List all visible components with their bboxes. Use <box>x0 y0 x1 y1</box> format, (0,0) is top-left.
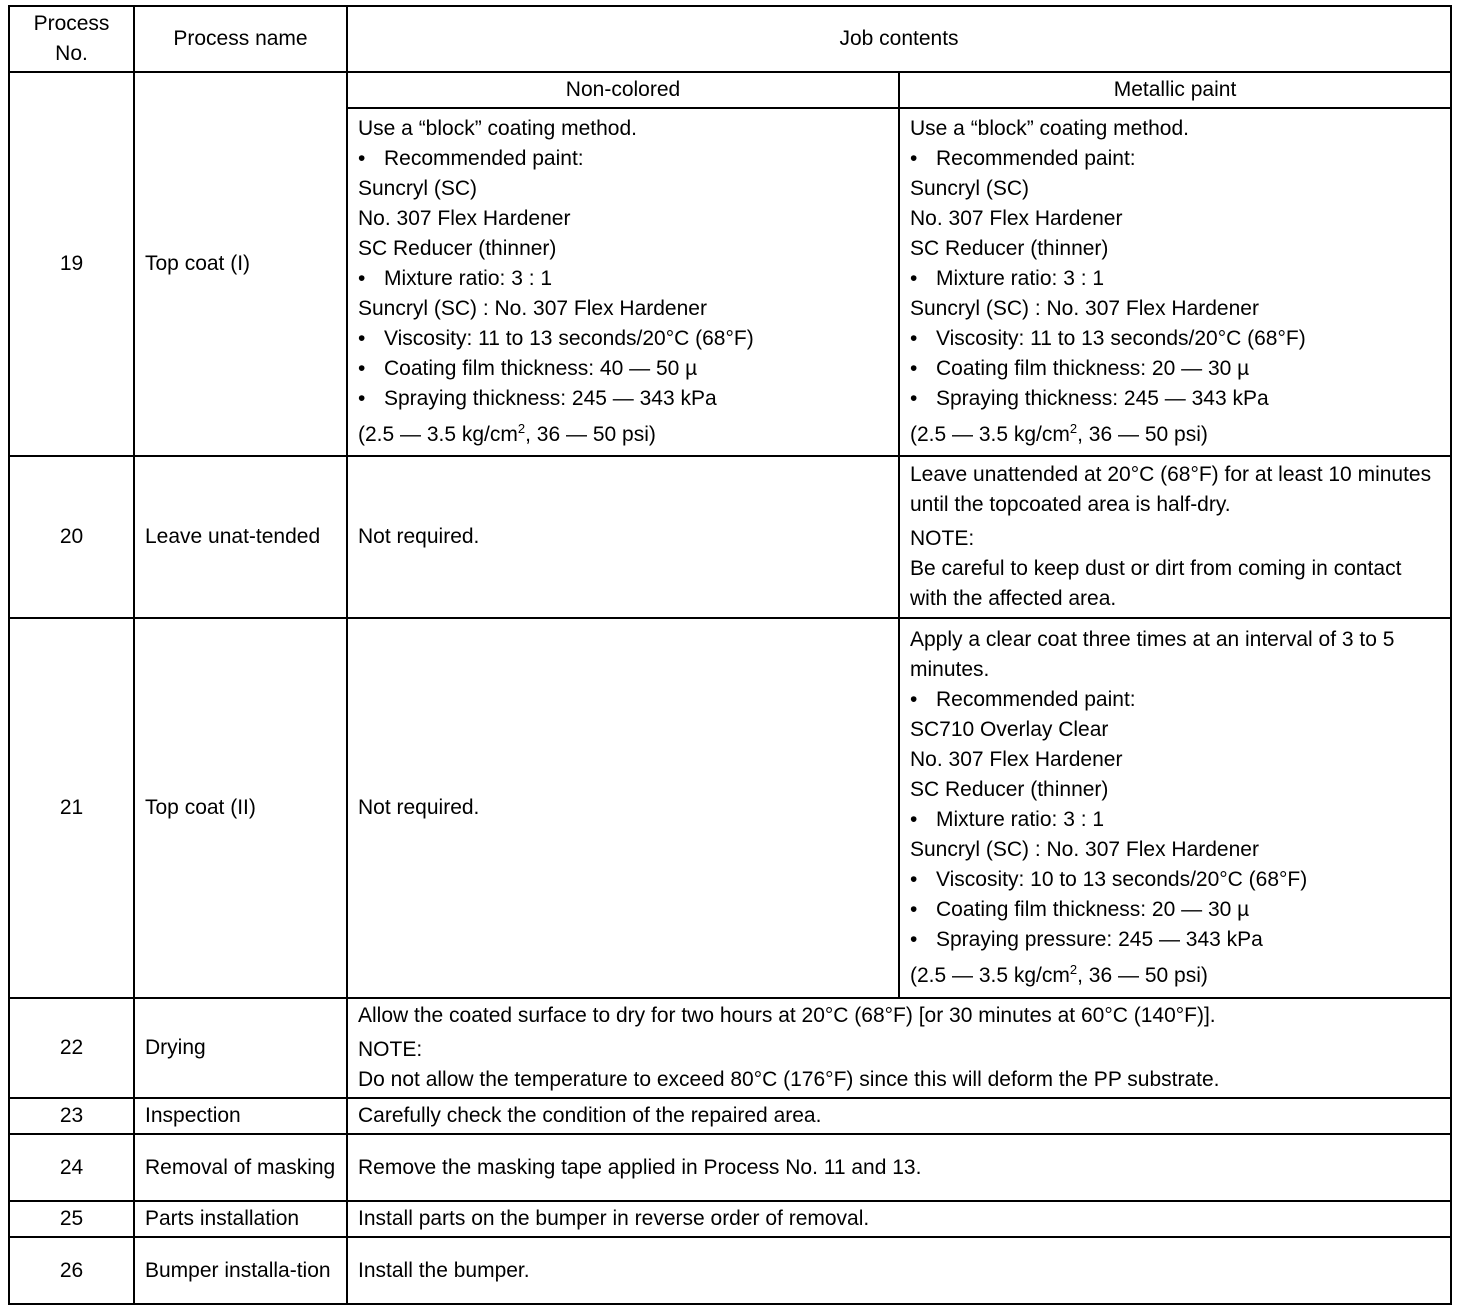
pressure-text: , 36 — 50 psi) <box>1077 964 1208 987</box>
job-19-metallic <box>899 108 1451 456</box>
job-22 <box>347 998 1451 1098</box>
text-line: Suncryl (SC) : No. 307 Flex Hardener <box>910 838 1259 861</box>
job-25: Install parts on the bumper in reverse order of removal. <box>347 1201 1451 1237</box>
job-19-non-colored <box>347 108 899 456</box>
process-no-20: 20 <box>9 456 134 618</box>
process-name-19: Top coat (I) <box>134 72 347 456</box>
process-no-21: 21 <box>9 618 134 998</box>
row-19 <box>9 72 1451 108</box>
bullet-item: • Recommended paint: <box>910 685 1440 715</box>
bullet-item: • Recommended paint: <box>358 144 888 174</box>
process-name-24: Removal of masking <box>134 1134 347 1201</box>
note-label: NOTE: <box>910 527 975 550</box>
text-line: Suncryl (SC) : No. 307 Flex Hardener <box>358 297 707 320</box>
job-21-metallic <box>899 618 1451 998</box>
process-name-23: Inspection <box>134 1098 347 1134</box>
text-line: Allow the coated surface to dry for two hours at 20°C (68°F) [or 30 minutes at 60°C (140°F)]. <box>358 1004 1216 1027</box>
bullet-item: • Spraying thickness: 245 — 343 kPa <box>358 384 888 414</box>
bullet-item: • Mixture ratio: 3 : 1 <box>910 805 1440 835</box>
text-line: Suncryl (SC) <box>358 177 478 200</box>
process-name-22: Drying <box>134 998 347 1098</box>
pressure-text: (2.5 — 3.5 kg/cm <box>910 423 1070 446</box>
process-no-22: 22 <box>9 998 134 1098</box>
row-26 <box>9 1237 1451 1304</box>
row-22 <box>9 998 1451 1098</box>
superscript: 2 <box>517 421 526 436</box>
bullet-item: • Coating film thickness: 20 — 30 µ <box>910 354 1440 384</box>
pressure-text: , 36 — 50 psi) <box>525 423 656 446</box>
bullet-item: • Viscosity: 10 to 13 seconds/20°C (68°F) <box>910 865 1440 895</box>
text-line: No. 307 Flex Hardener <box>358 207 571 230</box>
header-process-no: Process No. <box>9 6 134 72</box>
text-paragraph: Leave unattended at 20°C (68°F) for at least 10 minutes until the topcoated area is half-dry. <box>910 463 1432 516</box>
note-text: Do not allow the temperature to exceed 80°C (176°F) since this will deform the PP substrate. <box>358 1068 1220 1091</box>
process-name-26: Bumper installa-tion <box>134 1237 347 1304</box>
note-label: NOTE: <box>358 1038 423 1061</box>
process-no-19: 19 <box>9 72 134 456</box>
job-20-metallic <box>899 456 1451 618</box>
text-line: Suncryl (SC) <box>910 177 1030 200</box>
header-row <box>9 6 1451 72</box>
bullet-item: • Mixture ratio: 3 : 1 <box>358 264 888 294</box>
header-process-name: Process name <box>134 6 347 72</box>
text-line: No. 307 Flex Hardener <box>910 748 1123 771</box>
text-line: Use a “block” coating method. <box>358 117 637 140</box>
bullet-item: • Coating film thickness: 40 — 50 µ <box>358 354 888 384</box>
process-no-23: 23 <box>9 1098 134 1134</box>
row-25 <box>9 1201 1451 1237</box>
bullet-item: • Coating film thickness: 20 — 30 µ <box>910 895 1440 925</box>
process-no-25: 25 <box>9 1201 134 1237</box>
superscript: 2 <box>1069 962 1078 977</box>
text-line: No. 307 Flex Hardener <box>910 207 1123 230</box>
text-line: SC Reducer (thinner) <box>358 237 557 260</box>
bullet-item: • Viscosity: 11 to 13 seconds/20°C (68°F) <box>910 324 1440 354</box>
text-paragraph: Apply a clear coat three times at an interval of 3 to 5 minutes. <box>910 628 1395 681</box>
process-no-24: 24 <box>9 1134 134 1201</box>
pressure-line <box>358 420 888 450</box>
row-23 <box>9 1098 1451 1134</box>
note-text: Be careful to keep dust or dirt from coming in contact with the affected area. <box>910 557 1402 610</box>
header-job-contents: Job contents <box>347 6 1451 72</box>
row-20 <box>9 456 1451 618</box>
bullet-item: • Spraying pressure: 245 — 343 kPa <box>910 925 1440 955</box>
pressure-text: (2.5 — 3.5 kg/cm <box>910 964 1070 987</box>
process-table <box>8 5 1452 1305</box>
bullet-item: • Mixture ratio: 3 : 1 <box>910 264 1440 294</box>
bullet-item: • Spraying thickness: 245 — 343 kPa <box>910 384 1440 414</box>
subheader-non-colored: Non-colored <box>347 72 899 108</box>
job-21-non-colored: Not required. <box>347 618 899 998</box>
subheader-metallic-paint: Metallic paint <box>899 72 1451 108</box>
job-23: Carefully check the condition of the repaired area. <box>347 1098 1451 1134</box>
text-line: SC Reducer (thinner) <box>910 778 1109 801</box>
pressure-line <box>910 961 1440 991</box>
superscript: 2 <box>1069 421 1078 436</box>
bullet-item: • Viscosity: 11 to 13 seconds/20°C (68°F) <box>358 324 888 354</box>
process-name-21: Top coat (II) <box>134 618 347 998</box>
pressure-text: (2.5 — 3.5 kg/cm <box>358 423 518 446</box>
row-24 <box>9 1134 1451 1201</box>
pressure-text: , 36 — 50 psi) <box>1077 423 1208 446</box>
process-name-20: Leave unat-tended <box>134 456 347 618</box>
text-line: SC710 Overlay Clear <box>910 718 1109 741</box>
row-21 <box>9 618 1451 998</box>
job-26: Install the bumper. <box>347 1237 1451 1304</box>
text-line: Suncryl (SC) : No. 307 Flex Hardener <box>910 297 1259 320</box>
pressure-line <box>910 420 1440 450</box>
process-name-25: Parts installation <box>134 1201 347 1237</box>
text-line: Use a “block” coating method. <box>910 117 1189 140</box>
job-24: Remove the masking tape applied in Process No. 11 and 13. <box>347 1134 1451 1201</box>
text-line: SC Reducer (thinner) <box>910 237 1109 260</box>
job-20-non-colored: Not required. <box>347 456 899 618</box>
process-no-26: 26 <box>9 1237 134 1304</box>
bullet-item: • Recommended paint: <box>910 144 1440 174</box>
